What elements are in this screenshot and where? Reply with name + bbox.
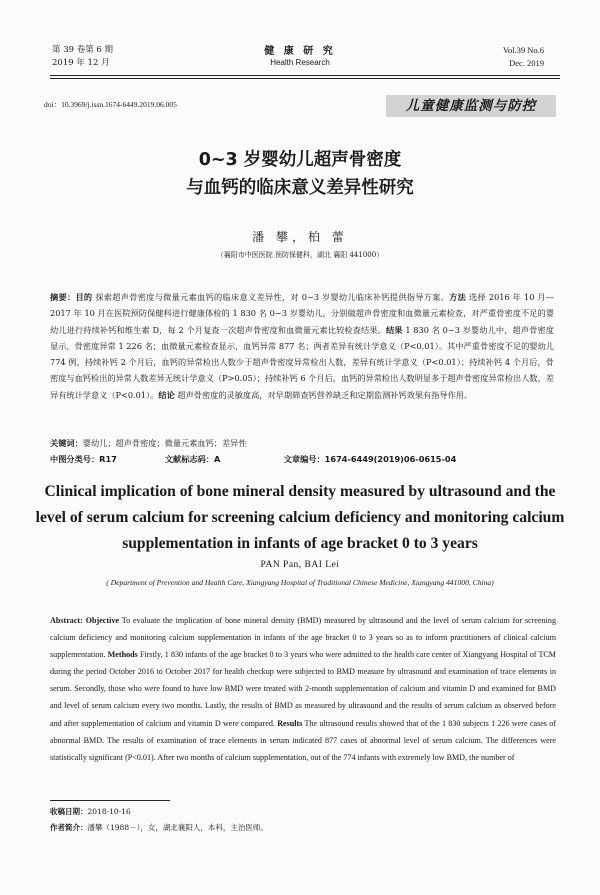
authors-cn: 潘 攀，柏 蕾	[252, 230, 348, 244]
title-cn-line2: 与血钙的临床意义差异性研究	[186, 178, 414, 198]
title-cn-line1: 0~3 岁婴幼儿超声骨密度	[198, 150, 402, 170]
doc-value: A	[214, 454, 221, 464]
conclusion-label-cn: 结论	[158, 389, 175, 400]
keywords-text-cn: 婴幼儿；超声骨密度；微量元素血钙；差异性	[82, 438, 247, 448]
affiliation-en: ( Department of Prevention and Health Care, Xiangyang Hospital of Traditional Chinese Medicine, Xiangyang 441000, China)	[106, 578, 494, 587]
header-rule-top	[50, 75, 560, 76]
classification-line	[50, 451, 554, 467]
objective-label-en: Objective	[85, 616, 119, 625]
results-text-en: The ultrasound results showed that of the 1 830 subjects 1 226 were cases of abnormal BMD. The results of examination of trace elements in serum indicated 877 cases of abnormal level of serum calcium. The differences were statistically significant (P<0.01). After two months of calcium supplementation, out of the 774 infants with extremely low BMD, the number of	[50, 718, 556, 762]
volume-issue-en: Vol.39 No.6	[502, 45, 544, 55]
footnote-rule	[50, 800, 170, 801]
methods-label-en: Methods	[107, 650, 138, 660]
author-bio	[50, 821, 268, 834]
clc-number	[50, 451, 162, 467]
objective-text-cn: 探索超声骨密度与微量元素血钙的临床意义差异性，对 0~3 岁婴幼儿临床补钙提供指导方案。	[95, 292, 450, 302]
doi[interactable]: doi：10.3969/j.issn.1674-6449.2019.06.005	[44, 100, 177, 109]
abstract-en-label: Abstract:	[50, 616, 83, 625]
bio-value: 潘攀（1988－），女，湖北襄阳人，本科，主治医师。	[87, 823, 268, 832]
doc-label: 文献标志码：	[164, 454, 214, 464]
volume-issue: 第 39 卷第 6 期	[52, 45, 114, 55]
methods-text-cn: 选择 2016 年 10 月—2017 年 10 月在医院预防保健科进行健康体检的 1 830 名 0~3 岁婴幼儿，分别做超声骨密度和血微量元素检查，对严重骨密度不足的婴幼儿进行持续补钙和维生素 D，每 2 个月复查一次超声骨密度和血微量元素比较检查结果。	[50, 292, 554, 335]
keywords-label-cn: 关键词：	[50, 438, 83, 448]
clc-label: 中图分类号：	[50, 454, 100, 464]
results-label-cn: 结果	[385, 324, 403, 335]
publication-date: 2019 年 12 月	[52, 58, 110, 68]
results-label-en: Results	[277, 718, 303, 728]
title-en: Clinical implication of bone mineral density measured by ultrasound and the level of serum calcium for screening calcium deficiency and monitoring calcium supplementation in infants of age bracket 0 to 3 years	[35, 483, 565, 552]
article-value: 1674-6449(2019)06-0615-04	[324, 454, 457, 464]
header-rule-bottom	[50, 78, 560, 79]
methods-label-cn: 方法	[449, 292, 467, 302]
article-label: 文章编号：	[283, 454, 325, 464]
abstract-en	[50, 612, 556, 766]
results-text-cn: 1 830 名 0~3 岁婴幼儿中，超声骨密度显示，骨密度异常 1 226 名；血微量元素检查显示，血钙异常 877 名；两者差异有统计学意义（P<0.01）。其中严重骨密度不足的婴幼儿 774 例，持续补钙 2 个月后，血钙的异常检出人数少于超声骨密度异常检出人数，差异有统计学意义（P<0.01）；持续补钙 4 个月后，骨密度与血钙检出的异常人数差异无统计学意义（P>0.05）；持续补钙 6 个月后，血钙的异常检出人数明显多于超声骨密度异常检出人数，差异有统计学意义（P<0.01）。	[50, 324, 554, 400]
running-header-right	[503, 44, 544, 70]
title-cn	[0, 146, 600, 202]
article-number	[284, 451, 457, 467]
objective-label-cn: 目的	[75, 292, 93, 302]
abstract-cn-label: 摘要：	[50, 292, 76, 302]
document-code	[165, 451, 281, 467]
received-value: 2018-10-16	[87, 807, 131, 816]
bio-label: 作者简介：	[50, 823, 88, 832]
authors-en: PAN Pan, BAI Lei	[260, 560, 340, 570]
journal-name-cn: 健 康 研 究	[264, 46, 336, 57]
received-label: 收稿日期：	[50, 807, 88, 816]
methods-text-en: Firstly, 1 830 infants of the age bracket 0 to 3 years who were admitted to the health care center of Xiangyang Hospital of TCM during the period October 2016 to October 2017 for health checkup were subjected to BMD measure by ultrasound and examination of trace elements in serum. Secondly, those who were found to have low BMD were treated with 2-month supplementation of calcium and vitamin D and examined for BMD and level of serum calcium every two months. Lastly, the results of BMD as measured by ultrasound and the results of serum calcium as observed before and after supplementation of calcium and vitamin D were compared.	[50, 650, 557, 728]
affiliation-cn: （襄阳市中医医院 预防保健科，湖北 襄阳 441000）	[216, 251, 384, 259]
publication-date-en: Dec. 2019	[509, 58, 544, 68]
conclusion-text-cn: 超声骨密度的灵敏度高，对早期筛查钙营养缺乏和定期监测补钙效果有指导作用。	[177, 389, 473, 400]
objective-text-en: To evaluate the implication of bone mineral density (BMD) measured by ultrasound and the level of serum calcium for screening calcium deficiency and monitoring calcium supplementation in infants of the age bracket 0 to 3 years so as to inform practitioners of clinical calcium supplementation.	[50, 616, 556, 660]
journal-name-en: Health Research	[270, 58, 330, 67]
keywords-cn	[50, 435, 554, 451]
received-date	[50, 805, 131, 818]
clc-value: R17	[99, 454, 117, 464]
abstract-cn	[50, 289, 554, 403]
column-banner: 儿童健康监测与防控	[386, 95, 556, 117]
